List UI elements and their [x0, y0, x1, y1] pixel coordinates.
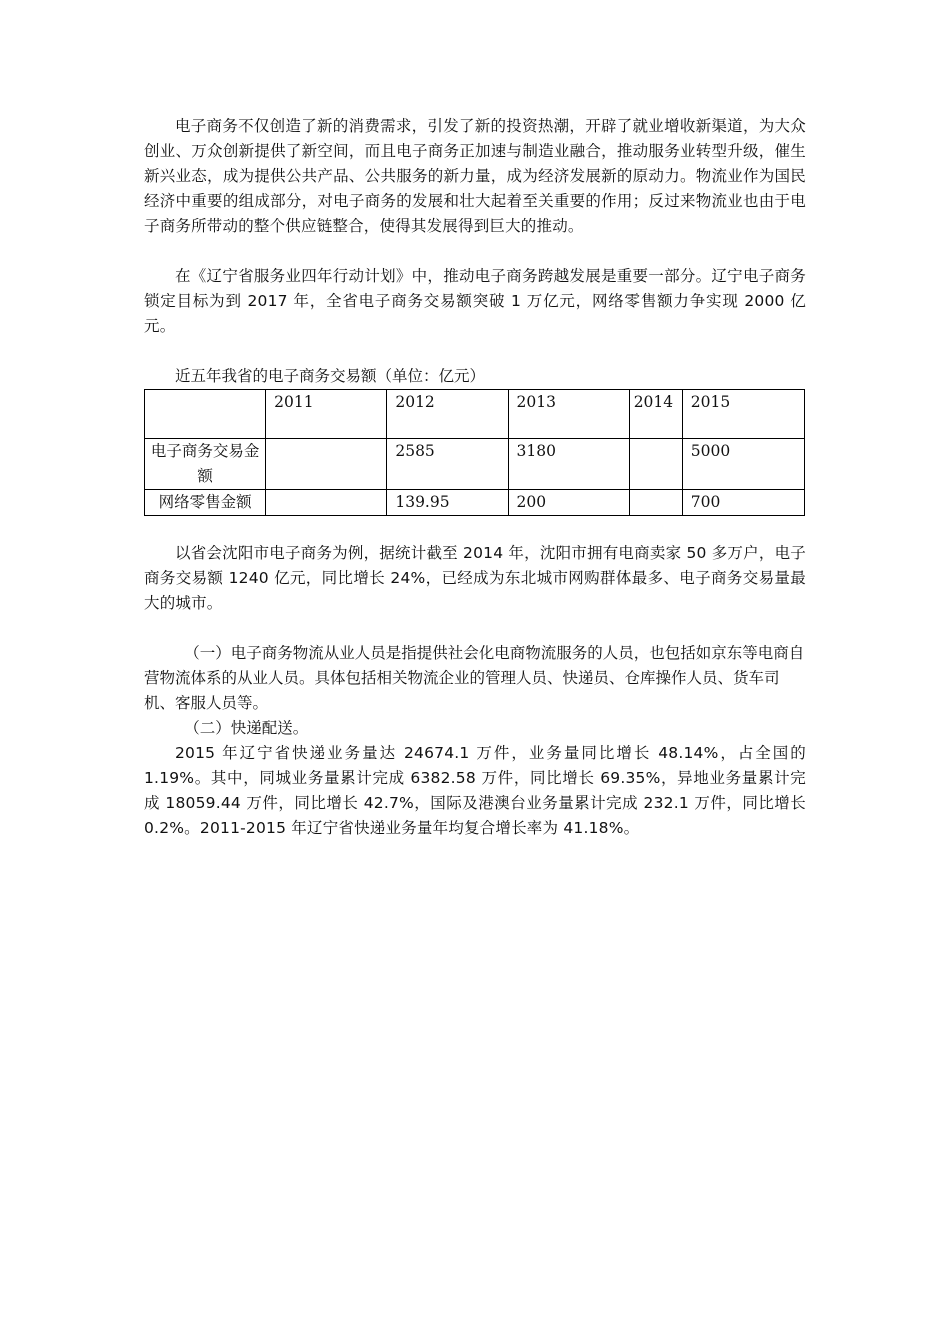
table-cell — [629, 490, 682, 516]
table-caption: 近五年我省的电子商务交易额（单位：亿元） — [175, 367, 486, 385]
paragraph-express: 2015 年辽宁省快递业务量达 24674.1 万件，业务量同比增长 48.14%，占全国的 1.19%。其中，同城业务量累计完成 6382.58 万件，同比增长 69.35%，异地业务量累计完成 18059.44 万件，同比增长 42.7%，国际及港澳台业务量累计完成 232.1 万件，同比增长 0.2%。2011-2015 年辽宁省快递业务量年均复合增长率为 41.18%。 — [144, 744, 806, 837]
paragraph-plan: 在《辽宁省服务业四年行动计划》中，推动电子商务跨越发展是重要一部分。辽宁电子商务锁定目标为到 2017 年，全省电子商务交易额突破 1 万亿元，网络零售额力争实现 2000 亿元。 — [144, 267, 806, 335]
header-cell — [145, 390, 266, 439]
row-label: 网络零售金额 — [145, 490, 266, 516]
paragraph-shenyang: 以省会沈阳市电子商务为例，据统计截至 2014 年，沈阳市拥有电商卖家 50 多万户，电子商务交易额 1240 亿元，同比增长 24%，已经成为东北城市网购群体最多、电子商务交易量最大的城市。 — [144, 544, 806, 612]
spacer — [144, 516, 806, 541]
paragraph-intro: 电子商务不仅创造了新的消费需求，引发了新的投资热潮，开辟了就业增收新渠道，为大众创业、万众创新提供了新空间，而且电子商务正加速与制造业融合，推动服务业转型升级，催生新兴业态，成为提供公共产品、公共服务的新力量，成为经济发展新的原动力。物流业作为国民经济中重要的组成部分，对电子商务的发展和壮大起着至关重要的作用；反过来物流业也由于电子商务所带动的整个供应链整合，使得其发展得到巨大的推动。 — [144, 117, 806, 235]
paragraph-section-one: （一）电子商务物流从业人员是指提供社会化电商物流服务的人员，也包括如京东等电商自营物流体系的从业人员。具体包括相关物流企业的管理人员、快递员、仓库操作人员、货车司机、客服人员等。 — [144, 644, 805, 712]
table-row — [145, 439, 805, 490]
table-cell: 139.95 — [387, 490, 508, 516]
table-header-row — [145, 390, 805, 439]
header-cell-2014: 2014 — [629, 390, 682, 439]
header-cell-2013: 2013 — [508, 390, 629, 439]
header-cell-2015: 2015 — [682, 390, 804, 439]
header-cell-2011: 2011 — [266, 390, 387, 439]
spacer — [144, 339, 806, 364]
table-cell — [629, 439, 682, 490]
table-cell: 5000 — [682, 439, 804, 490]
row-label: 电子商务交易金额 — [145, 439, 266, 490]
table-cell — [266, 490, 387, 516]
table-cell: 200 — [508, 490, 629, 516]
table-cell: 3180 — [508, 439, 629, 490]
spacer — [144, 616, 806, 641]
header-cell-2012: 2012 — [387, 390, 508, 439]
table-cell — [266, 439, 387, 490]
ecommerce-table — [144, 389, 805, 516]
spacer — [144, 239, 806, 264]
document-body — [144, 114, 806, 841]
table-row — [145, 490, 805, 516]
table-cell: 700 — [682, 490, 804, 516]
table-cell: 2585 — [387, 439, 508, 490]
paragraph-section-two: （二）快递配送。 — [184, 719, 309, 737]
